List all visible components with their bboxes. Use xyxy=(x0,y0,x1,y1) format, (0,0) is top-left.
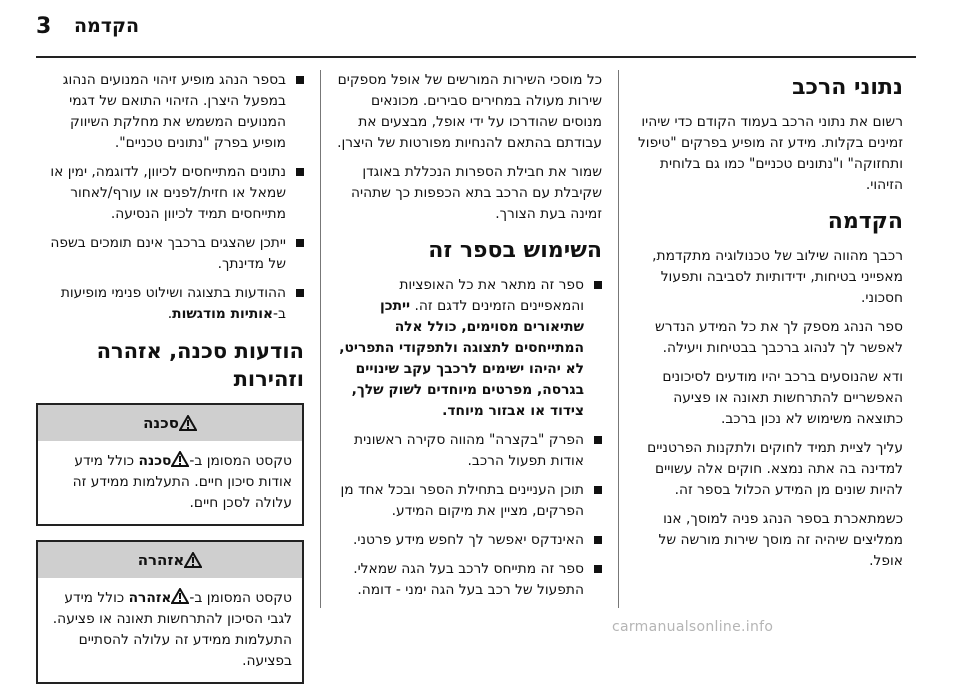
list-item-text: האינדקס יאפשר לך לחפש מידע פרטני. xyxy=(352,532,584,548)
list-item xyxy=(36,70,304,154)
square-bullet-icon xyxy=(594,486,602,494)
warning-triangle-icon xyxy=(171,588,189,604)
intro-paragraph: רכבך מהווה שילוב של טכנולוגיה מתקדמת, מאפייני בטיחות, ידידותיות לסביבה ותפעול חסכוני. xyxy=(652,248,903,306)
danger-box xyxy=(36,403,304,526)
danger-box-header xyxy=(38,405,302,441)
list-item-text: ספר זה מתייחס לרכב בעל הגה שמאלי. התפעול של רכב בעל הגה ימני - דומה. xyxy=(353,561,584,598)
list-item-text: ספר זה מתאר את כל האופציות והמאפיינים הזמינים לדגם זה. xyxy=(399,277,584,314)
section-title-warnings: הודעות סכנה, אזהרה וזהירות xyxy=(96,339,304,391)
warning-text: טקסט המסומן ב- xyxy=(189,590,292,606)
warning-box-header xyxy=(38,542,302,578)
square-bullet-icon xyxy=(594,281,602,289)
danger-box-title: סכנה xyxy=(143,413,179,432)
list-item-text: נתונים המתייחסים לכיוון, לדוגמה, ימין או שמאל או חזית/לפנים או עורף/לאחור מתייחסים תמיד לכיוון הנסיעה. xyxy=(50,164,286,222)
list-item-bold-text: ייתכן שתיאורים מסוימים, כולל אלה המתייחסים לתצוגה ולתפקודי התפריט, לא יהיהו ישימים לרכבך עקב שינויים בגרסה, מפרטים מיוחדים לשוק שלך, צידוד או אבזור מיוחד. xyxy=(339,298,584,419)
square-bullet-icon xyxy=(296,289,304,297)
list-item-bold-text: אותיות מודגשות xyxy=(172,306,274,322)
watermark: carmanualsonline.info xyxy=(612,619,774,635)
danger-box-body xyxy=(38,441,302,524)
list-item xyxy=(334,430,602,472)
warning-box-title: אזהרה xyxy=(137,550,185,569)
intro-paragraph: עליך לציית תמיד לחוקים ולתקנות הפרטניים למדינה בה אתה נמצא. חוקים אלה עשויים להיות שונים מן המידע הכלול בספר זה. xyxy=(647,440,903,498)
left-column xyxy=(36,70,304,698)
section-title-vehicle-data: נתוני הרכב xyxy=(792,75,903,100)
warning-text-end: כולל מידע לגבי הסיכון להתרחשות תאונה או פציעה. התעלמות ממידע זה עלולה להסתיים בפציעה. xyxy=(52,590,292,669)
list-item-text: ייתכן שהצגים ברכבך אינם תומכים בשפה של מדינתך. xyxy=(50,235,286,272)
warning-keyword: אזהרה xyxy=(128,590,172,606)
list-item xyxy=(36,233,304,275)
intro-paragraph: ודא שהנוסעים ברכב יהיו מודעים לסיכונים האפשריים להתרחשות תאונה או פציעה כתוצאה משימוש לא נכון ברכב. xyxy=(662,369,903,427)
warning-box xyxy=(36,540,304,684)
section-title-introduction: הקדמה xyxy=(827,209,903,234)
danger-keyword: סכנה xyxy=(138,453,172,469)
vehicle-data-paragraph: רשום את נתוני הרכב בעמוד הקודם כדי שיהיו זמינים בקלות. מידע זה מופיע בפרקים "טיפול ותחזוקה" ו"נתונים טכניים" כמו גם בלוחית הזיהוי. xyxy=(637,114,903,193)
square-bullet-icon xyxy=(296,76,304,84)
danger-text: טקסט המסומן ב- xyxy=(189,453,292,469)
page-number: 3 xyxy=(36,14,52,39)
list-item xyxy=(36,162,304,225)
list-item xyxy=(334,480,602,522)
list-item xyxy=(334,275,602,422)
warning-triangle-icon xyxy=(171,451,189,467)
danger-text-end: כולל מידע אודות סיכון חיים. התעלמות ממידע זה עלולה לסכן חיים. xyxy=(72,453,292,511)
square-bullet-icon xyxy=(296,168,304,176)
square-bullet-icon xyxy=(594,436,602,444)
intro-paragraph: ספר הנהג מספק לך את כל המידע הנדרש לאפשר לך לנהוג ברכבך בבטיחות ויעילה. xyxy=(655,319,903,356)
notes-list xyxy=(36,70,304,325)
right-column xyxy=(635,70,903,580)
page-header xyxy=(0,0,960,52)
middle-column xyxy=(334,70,602,609)
list-item-text: בספר הנהג מופיע זיהוי המנועים הנהוג במפעל היצרן. הזיהוי התואם של דגמי המנועים המשמש את מחלקת השיווק מופיע בפרק "נתונים טכניים". xyxy=(62,72,286,151)
warning-triangle-icon xyxy=(179,415,197,431)
column-divider-right xyxy=(618,70,619,608)
header-title: הקדמה xyxy=(74,15,140,37)
header-divider xyxy=(36,56,916,58)
list-item-text: ההודעות בתצוגה ושילוט פנימי מופיעות ב- xyxy=(60,285,286,322)
list-item-text-end: . xyxy=(167,306,173,322)
intro-paragraph: כשמתאכרת בספר הנהג פניה למוסך, אנו ממליצים שיהיה זה מוסך שירות מורשה של אופל. xyxy=(658,511,903,569)
column-divider-left xyxy=(320,70,321,608)
square-bullet-icon xyxy=(296,239,304,247)
list-item xyxy=(334,530,602,551)
square-bullet-icon xyxy=(594,565,602,573)
warning-box-body xyxy=(38,578,302,682)
list-item xyxy=(334,559,602,601)
warning-triangle-icon xyxy=(184,552,202,568)
service-paragraph: כל מוסכי השירות המורשים של אופל מספקים שירות מעולה במחירים סבירים. מכונאים מנוסים שהודרכו על ידי אופל, מבצעים את עבודתם בהתאם להנחיות מפורטות של היצרן. xyxy=(337,72,602,151)
list-item xyxy=(36,283,304,325)
list-item-text: תוכן העניינים בתחילת הספר ובכל אחד מן הפרקים, מציין את מיקום המידע. xyxy=(340,482,584,519)
square-bullet-icon xyxy=(594,536,602,544)
usage-list xyxy=(334,275,602,601)
storage-paragraph: שמור את חבילת הספרות הנכללת באוגדן שקיבלת עם הרכב בתא הכפפות כך שתהיה זמינה בעת הצורך. xyxy=(350,164,602,222)
list-item-text: הפרק "בקצרה" מהווה סקירה ראשונית אודות תפעול הרכב. xyxy=(354,432,584,469)
section-title-using-manual: השימוש בספר זה xyxy=(428,238,602,263)
